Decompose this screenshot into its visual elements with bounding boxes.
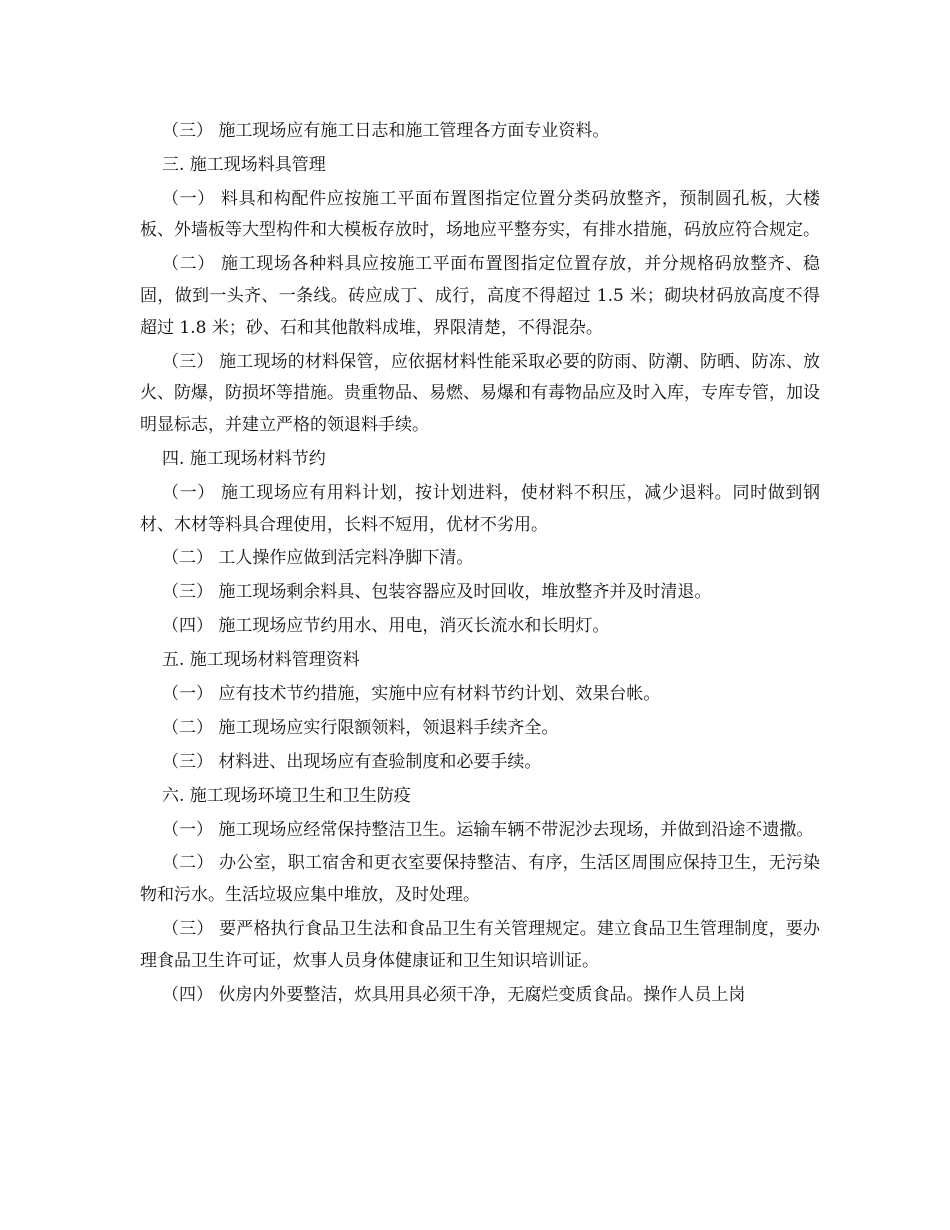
section-heading: 五. 施工现场材料管理资料 bbox=[162, 650, 360, 671]
paragraph: （二） 施工现场各种料具应按施工平面布置图指定位置存放，并分规格码放整齐、稳固，做到一头齐、一条线。砖应成丁、成行，高度不得超过 1.5 米；砌块材码放高度不得超过 1.8 米；砂、石和其他散料成堆，界限清楚，不得混杂。 bbox=[140, 254, 820, 338]
paragraph: （三） 施工现场的材料保管，应依据材料性能采取必要的防雨、防潮、防晒、防冻、放火、防爆，防损坏等措施。贵重物品、易燃、易爆和有毒物品应及时入库，专库专管，加设明显标志，并建立严格的领退料手续。 bbox=[140, 351, 820, 436]
section-heading: 四. 施工现场材料节约 bbox=[162, 448, 326, 469]
paragraph: （三） 材料进、出现场应有查验制度和必要手续。 bbox=[162, 751, 542, 772]
section-heading: 六. 施工现场环境卫生和卫生防疫 bbox=[162, 785, 411, 806]
section-heading: 三. 施工现场料具管理 bbox=[162, 154, 326, 175]
paragraph: （二） 工人操作应做到活完料净脚下清。 bbox=[162, 548, 474, 569]
paragraph: （一） 料具和构配件应按施工平面布置图指定位置分类码放整齐，预制圆孔板，大楼板、外墙板等大型构件和大模板存放时，场地应平整夯实，有排水措施，码放应符合规定。 bbox=[140, 188, 820, 241]
paragraph: （三） 要严格执行食品卫生法和食品卫生有关管理规定。建立食品卫生管理制度，要办理食品卫生许可证，炊事人员身体健康证和卫生知识培训证。 bbox=[140, 919, 820, 971]
paragraph: （四） 伙房内外要整洁，炊具用具必须干净，无腐烂变质食品。操作人员上岗 bbox=[162, 984, 746, 1005]
paragraph: （三） 施工现场剩余料具、包装容器应及时回收，堆放整齐并及时清退。 bbox=[162, 582, 712, 603]
paragraph: （一） 施工现场应经常保持整洁卫生。运输车辆不带泥沙去现场，并做到沿途不遗撒。 bbox=[162, 819, 814, 840]
document-body bbox=[140, 116, 820, 1014]
paragraph: （一） 应有技术节约措施，实施中应有材料节约计划、效果台帐。 bbox=[162, 684, 661, 705]
paragraph: （二） 施工现场应实行限额领料，领退料手续齐全。 bbox=[162, 717, 559, 738]
paragraph: （四） 施工现场应节约用水、用电，消灭长流水和长明灯。 bbox=[162, 616, 610, 637]
paragraph: （一） 施工现场应有用料计划，按计划进料，使材料不积压，减少退料。同时做到钢材、木材等料具合理使用，长料不短用，优材不劣用。 bbox=[140, 482, 820, 535]
paragraph: （二） 办公室，职工宿舍和更衣室要保持整洁、有序，生活区周围应保持卫生，无污染物和污水。生活垃圾应集中堆放，及时处理。 bbox=[140, 853, 820, 906]
paragraph: （三） 施工现场应有施工日志和施工管理各方面专业资料。 bbox=[162, 121, 610, 141]
